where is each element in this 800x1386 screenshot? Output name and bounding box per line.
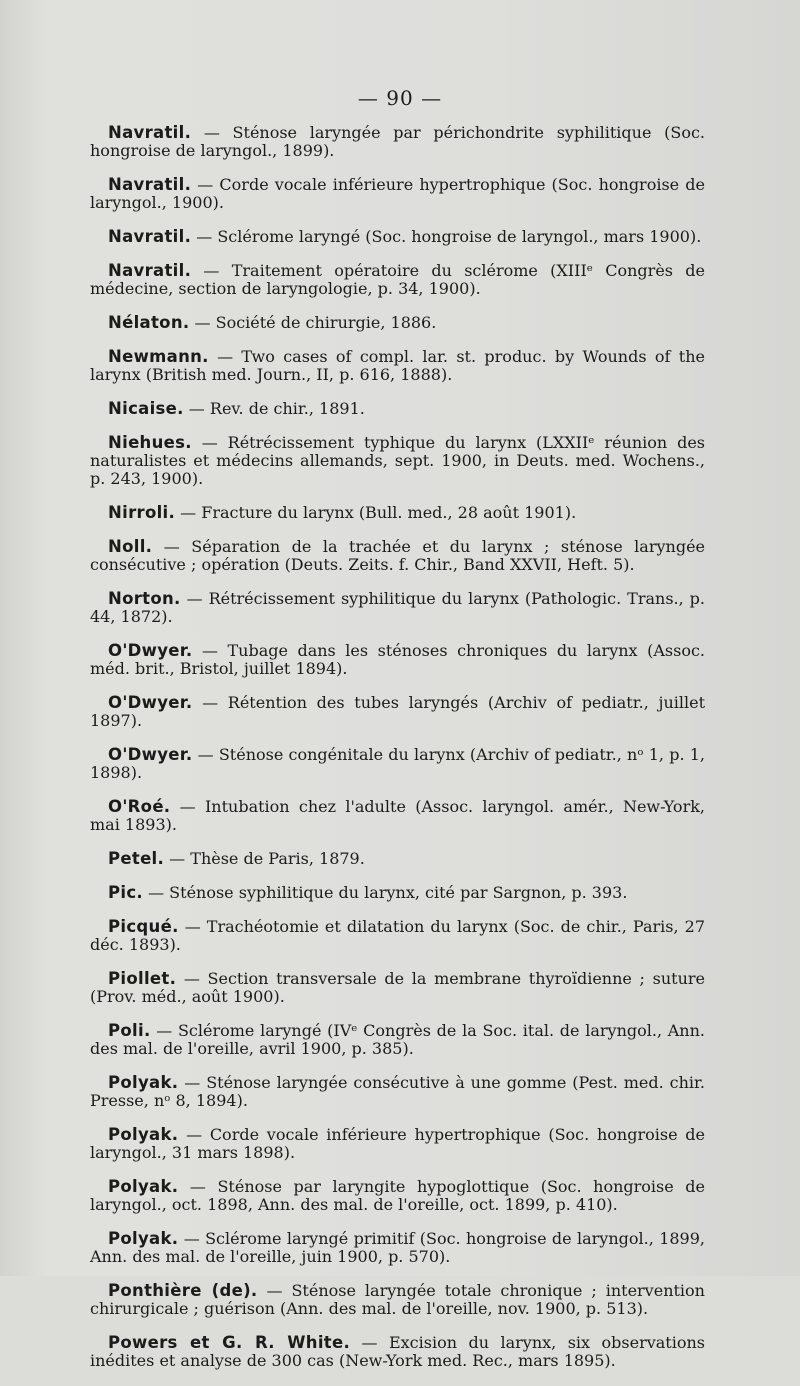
entry-author: Navratil. xyxy=(108,227,192,246)
entry-text: — Trachéotomie et dilatation du larynx (Soc. de chir., Paris, 27 déc. 1893). xyxy=(90,917,705,954)
entry-author: Noll. xyxy=(108,537,153,556)
entry-author: O'Roé. xyxy=(108,797,171,816)
bibliography-entry xyxy=(90,642,705,678)
entry-text: — Tubage dans les sténoses chroniques du larynx (Assoc. méd. brit., Bristol, juillet 1894). xyxy=(90,641,705,678)
entry-author: O'Dwyer. xyxy=(108,745,193,764)
bibliography-entry xyxy=(90,970,705,1006)
entry-author: Newmann. xyxy=(108,347,209,366)
entry-text: — Corde vocale inférieure hypertrophique (Soc. hongroise de laryngol., 31 mars 1898). xyxy=(90,1125,705,1162)
entry-author: Polyak. xyxy=(108,1125,179,1144)
bibliography-entry xyxy=(90,348,705,384)
entry-text: — Intubation chez l'adulte (Assoc. laryngol. amér., New-York, mai 1893). xyxy=(90,797,705,834)
entry-text: — Sclérome laryngé primitif (Soc. hongroise de laryngol., 1899, Ann. des mal. de l'oreille, juin 1900, p. 570). xyxy=(90,1229,705,1266)
entry-author: Powers et G. R. White. xyxy=(108,1333,351,1352)
bibliography-entry xyxy=(90,434,705,488)
bibliography-entry xyxy=(90,504,705,522)
entry-author: Polyak. xyxy=(108,1073,179,1092)
entry-text: — Sténose laryngée consécutive à une gomme (Pest. med. chir. Presse, nᵒ 8, 1894). xyxy=(90,1073,705,1110)
entry-text: — Rétrécissement syphilitique du larynx (Pathologic. Trans., p. 44, 1872). xyxy=(90,589,705,626)
entry-author: O'Dwyer. xyxy=(108,693,193,712)
entry-author: Navratil. xyxy=(108,123,192,142)
bibliography-entry xyxy=(90,1334,705,1370)
bibliography-entry xyxy=(90,176,705,212)
bibliography-entry xyxy=(90,124,705,160)
bibliography-entry xyxy=(90,590,705,626)
entry-author: Nélaton. xyxy=(108,313,190,332)
bibliography-entry xyxy=(90,228,705,246)
page-number: — 90 — xyxy=(357,86,443,110)
entry-text: — Rev. de chir., 1891. xyxy=(183,399,365,418)
entry-text: — Sténose laryngée totale chronique ; intervention chirurgicale ; guérison (Ann. des mal. de l'oreille, nov. 1900, p. 513). xyxy=(90,1281,705,1318)
bibliography-entry xyxy=(90,798,705,834)
entry-text: — Corde vocale inférieure hypertrophique (Soc. hongroise de laryngol., 1900). xyxy=(90,175,705,212)
entry-text: — Sténose par laryngite hypoglottique (Soc. hongroise de laryngol., oct. 1898, Ann. des mal. de l'oreille, oct. 1899, p. 410). xyxy=(90,1177,705,1214)
entry-author: Polyak. xyxy=(108,1177,179,1196)
bibliography-entry xyxy=(90,1022,705,1058)
bibliography-entry xyxy=(90,850,705,868)
entry-author: Ponthière (de). xyxy=(108,1281,258,1300)
bibliography-entry xyxy=(90,884,705,902)
entry-author: Norton. xyxy=(108,589,181,608)
entry-text: — Fracture du larynx (Bull. med., 28 août 1901). xyxy=(175,503,577,522)
bibliography-list xyxy=(90,124,705,1386)
bibliography-entry xyxy=(90,314,705,332)
entry-text: — Sclérome laryngé (Soc. hongroise de laryngol., mars 1900). xyxy=(191,227,702,246)
entry-author: O'Dwyer. xyxy=(108,641,193,660)
entry-text: — Section transversale de la membrane thyroïdienne ; suture (Prov. méd., août 1900). xyxy=(90,969,705,1006)
entry-text: — Société de chirurgie, 1886. xyxy=(189,313,437,332)
bibliography-entry xyxy=(90,1282,705,1318)
bibliography-entry xyxy=(90,1126,705,1162)
entry-author: Poli. xyxy=(108,1021,151,1040)
entry-text: — Thèse de Paris, 1879. xyxy=(164,849,365,868)
entry-text: — Two cases of compl. lar. st. produc. by Wounds of the larynx (British med. Journ., II, p. 616, 1888). xyxy=(90,347,705,384)
entry-text: — Rétention des tubes laryngés (Archiv of pediatr., juillet 1897). xyxy=(90,693,705,730)
entry-text: — Sténose laryngée par périchondrite syphilitique (Soc. hongroise de laryngol., 1899). xyxy=(90,123,705,160)
bibliography-entry xyxy=(90,400,705,418)
bibliography-entry xyxy=(90,262,705,298)
bibliography-entry xyxy=(90,1178,705,1214)
entry-author: Piollet. xyxy=(108,969,177,988)
bibliography-entry xyxy=(90,918,705,954)
entry-text: — Sténose syphilitique du larynx, cité par Sargnon, p. 393. xyxy=(143,883,628,902)
bibliography-entry xyxy=(90,746,705,782)
entry-author: Pic. xyxy=(108,883,143,902)
entry-author: Petel. xyxy=(108,849,165,868)
entry-text: — Séparation de la trachée et du larynx ; sténose laryngée consécutive ; opération (Deuts. Zeits. f. Chir., Band XXVII, Heft. 5). xyxy=(90,537,705,574)
bibliography-entry xyxy=(90,1230,705,1266)
entry-author: Picqué. xyxy=(108,917,179,936)
entry-text: — Sclérome laryngé (IVᵉ Congrès de la Soc. ital. de laryngol., Ann. des mal. de l'oreille, avril 1900, p. 385). xyxy=(90,1021,705,1058)
bibliography-entry xyxy=(90,1074,705,1110)
entry-author: Polyak. xyxy=(108,1229,179,1248)
entry-text: — Excision du larynx, six observations inédites et analyse de 300 cas (New-York med. Rec., mars 1895). xyxy=(90,1333,705,1370)
entry-text: — Traitement opératoire du sclérome (XIIIᵉ Congrès de médecine, section de laryngologie, p. 34, 1900). xyxy=(90,261,705,298)
entry-author: Navratil. xyxy=(108,175,192,194)
entry-author: Nirroli. xyxy=(108,503,176,522)
entry-author: Nicaise. xyxy=(108,399,184,418)
entry-author: Niehues. xyxy=(108,433,192,452)
bibliography-entry xyxy=(90,538,705,574)
entry-text: — Sténose congénitale du larynx (Archiv of pediatr., nᵒ 1, p. 1, 1898). xyxy=(90,745,705,782)
bibliography-entry xyxy=(90,694,705,730)
entry-text: — Rétrécissement typhique du larynx (LXXIIᵉ réunion des naturalistes et médecins allemands, sept. 1900, in Deuts. med. Wochens., p. 243, 1900). xyxy=(90,433,705,488)
entry-author: Navratil. xyxy=(108,261,192,280)
